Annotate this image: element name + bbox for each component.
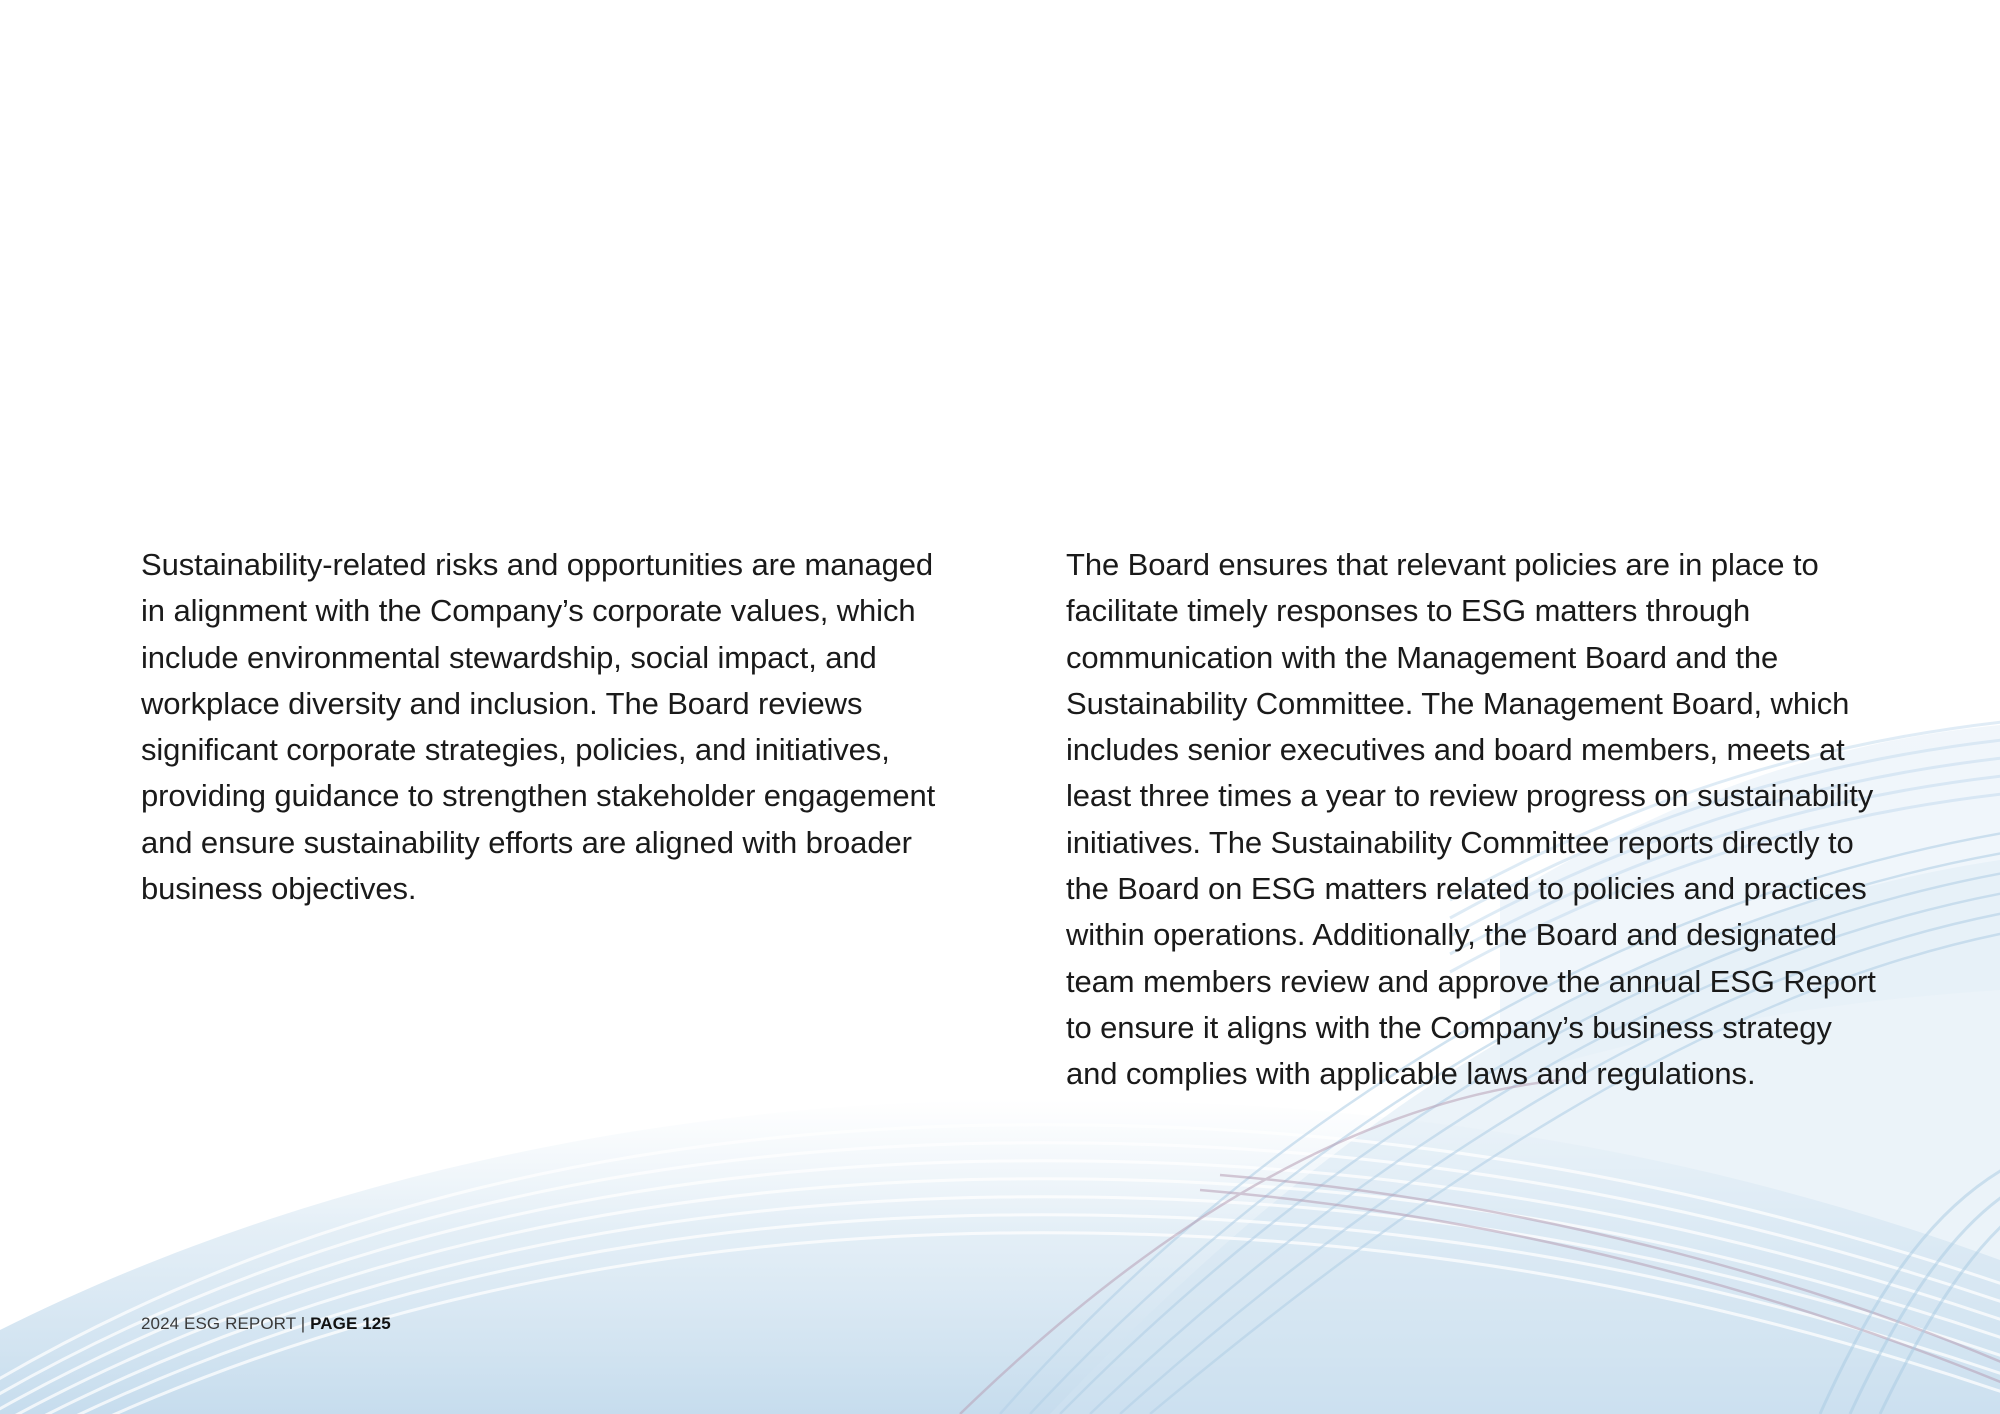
left-column-paragraph: Sustainability-related risks and opportunities are managed in alignment with the Company’s corporate values, which include environmental stewardship, social impact, and workplace diversity and inclusion. The Board reviews significant corporate strategies, policies, and initiatives, providing guidance to strengthen stakeholder engagement and ensure sustainability efforts are aligned with broader business objectives.: [141, 547, 936, 907]
right-column-paragraph: The Board ensures that relevant policies are in place to facilitate timely responses to ESG matters through communication with the Management Board and the Sustainability Committee. The Management Board, which includes senior executives and board members, meets at least three times a year to review progress on sustainability initiatives. The Sustainability Committee reports directly to the Board on ESG matters related to policies and practices within operations. Additionally, the Board and designated team members review and approve the annual ESG Report to ensure it aligns with the Company’s business strategy and complies with applicable laws and regulations.: [1066, 547, 1876, 1092]
page-number: PAGE 125: [310, 1314, 391, 1333]
page-footer: [141, 1314, 391, 1334]
report-label: 2024 ESG REPORT |: [141, 1314, 306, 1333]
